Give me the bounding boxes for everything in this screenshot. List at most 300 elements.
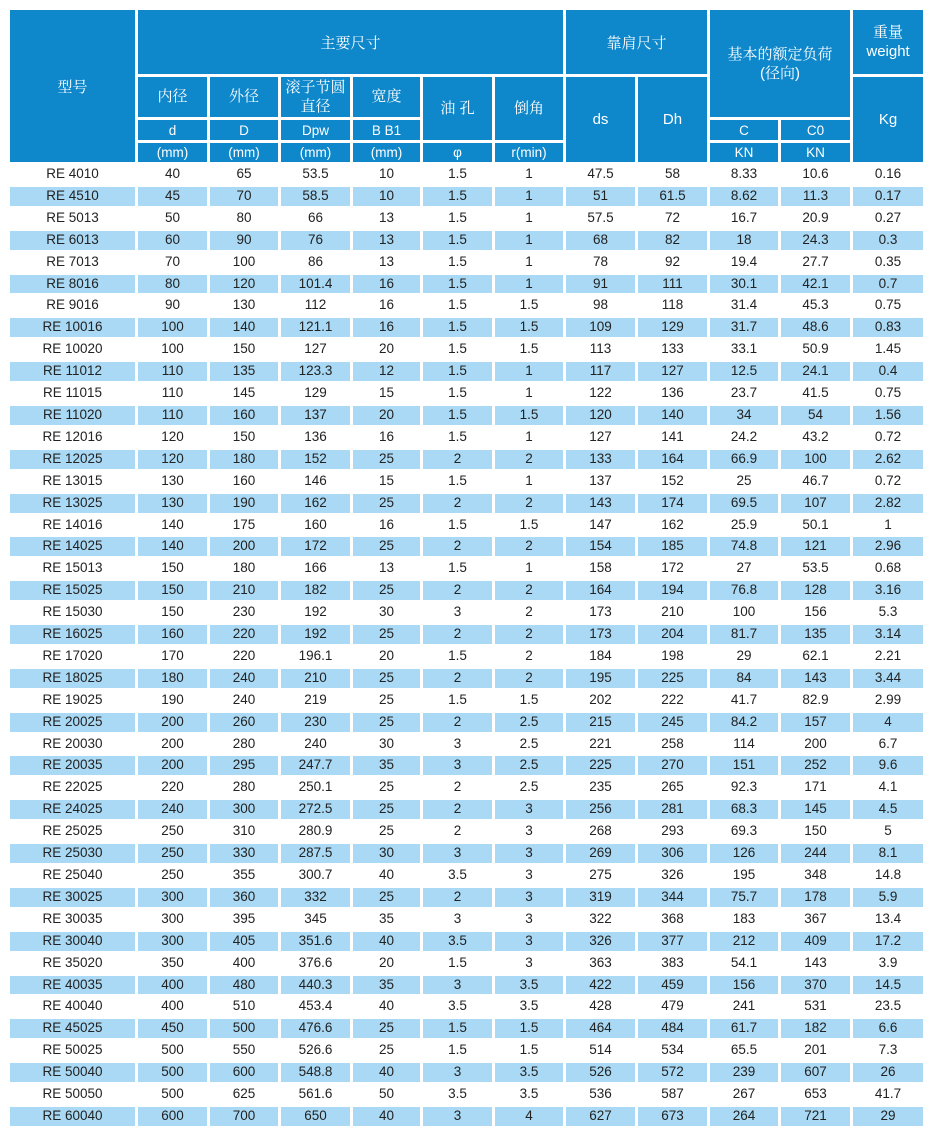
value-cell: 133 xyxy=(637,339,709,361)
value-cell: 43.2 xyxy=(780,426,852,448)
col-header-C0: C0 xyxy=(780,119,852,142)
value-cell: 140 xyxy=(209,317,280,339)
value-cell: 152 xyxy=(280,448,352,470)
value-cell: 500 xyxy=(137,1084,209,1106)
value-cell: 17.2 xyxy=(852,930,925,952)
value-cell: 76 xyxy=(280,229,352,251)
value-cell: 300.7 xyxy=(280,865,352,887)
value-cell: 330 xyxy=(209,843,280,865)
table-row xyxy=(9,1105,925,1127)
value-cell: 110 xyxy=(137,383,209,405)
value-cell: 174 xyxy=(637,492,709,514)
model-cell: RE 45025 xyxy=(9,1018,137,1040)
value-cell: 61.7 xyxy=(709,1018,780,1040)
value-cell: 2.62 xyxy=(852,448,925,470)
value-cell: 7.3 xyxy=(852,1040,925,1062)
value-cell: 310 xyxy=(209,821,280,843)
value-cell: 123.3 xyxy=(280,361,352,383)
value-cell: 24.3 xyxy=(780,229,852,251)
value-cell: 3.5 xyxy=(494,1062,565,1084)
value-cell: 3 xyxy=(494,908,565,930)
value-cell: 170 xyxy=(137,645,209,667)
col-header-model: 型号 xyxy=(9,9,137,164)
col-header-D: D xyxy=(209,119,280,142)
value-cell: 184 xyxy=(565,645,637,667)
value-cell: 3 xyxy=(422,755,494,777)
value-cell: 200 xyxy=(137,733,209,755)
model-cell: RE 24025 xyxy=(9,799,137,821)
value-cell: 145 xyxy=(209,383,280,405)
value-cell: 35 xyxy=(352,908,422,930)
model-cell: RE 40035 xyxy=(9,974,137,996)
value-cell: 10 xyxy=(352,185,422,207)
col-header-ds: ds xyxy=(565,76,637,164)
value-cell: 250 xyxy=(137,843,209,865)
value-cell: 23.5 xyxy=(852,996,925,1018)
model-cell: RE 11012 xyxy=(9,361,137,383)
value-cell: 3 xyxy=(494,843,565,865)
value-cell: 241 xyxy=(709,996,780,1018)
value-cell: 120 xyxy=(565,404,637,426)
value-cell: 40 xyxy=(352,930,422,952)
value-cell: 200 xyxy=(780,733,852,755)
model-cell: RE 8016 xyxy=(9,273,137,295)
value-cell: 157 xyxy=(780,711,852,733)
value-cell: 156 xyxy=(780,602,852,624)
value-cell: 268 xyxy=(565,821,637,843)
value-cell: 1 xyxy=(494,251,565,273)
value-cell: 250.1 xyxy=(280,777,352,799)
table-row xyxy=(9,164,925,186)
model-cell: RE 30025 xyxy=(9,886,137,908)
value-cell: 0.17 xyxy=(852,185,925,207)
value-cell: 120 xyxy=(137,448,209,470)
value-cell: 40 xyxy=(352,1105,422,1127)
model-cell: RE 25040 xyxy=(9,865,137,887)
value-cell: 110 xyxy=(137,404,209,426)
value-cell: 548.8 xyxy=(280,1062,352,1084)
value-cell: 58.5 xyxy=(280,185,352,207)
value-cell: 240 xyxy=(280,733,352,755)
value-cell: 118 xyxy=(637,295,709,317)
value-cell: 150 xyxy=(137,602,209,624)
model-cell: RE 17020 xyxy=(9,645,137,667)
value-cell: 295 xyxy=(209,755,280,777)
weight-line2: weight xyxy=(866,43,910,60)
col-header-shoulder-dimensions: 靠肩尺寸 xyxy=(565,9,709,76)
value-cell: 4.5 xyxy=(852,799,925,821)
value-cell: 332 xyxy=(280,886,352,908)
value-cell: 215 xyxy=(565,711,637,733)
value-cell: 0.7 xyxy=(852,273,925,295)
value-cell: 114 xyxy=(709,733,780,755)
value-cell: 100 xyxy=(709,602,780,624)
value-cell: 2 xyxy=(494,580,565,602)
value-cell: 151 xyxy=(709,755,780,777)
table-row xyxy=(9,974,925,996)
model-cell: RE 11015 xyxy=(9,383,137,405)
value-cell: 10 xyxy=(352,164,422,186)
model-cell: RE 20025 xyxy=(9,711,137,733)
value-cell: 2 xyxy=(494,624,565,646)
table-row xyxy=(9,492,925,514)
table-row xyxy=(9,1062,925,1084)
value-cell: 20 xyxy=(352,952,422,974)
value-cell: 2 xyxy=(422,711,494,733)
value-cell: 1.5 xyxy=(422,426,494,448)
value-cell: 269 xyxy=(565,843,637,865)
col-header-kg: Kg xyxy=(852,76,925,164)
value-cell: 25 xyxy=(352,1040,422,1062)
value-cell: 136 xyxy=(280,426,352,448)
value-cell: 143 xyxy=(780,952,852,974)
value-cell: 100 xyxy=(137,339,209,361)
value-cell: 160 xyxy=(209,470,280,492)
value-cell: 250 xyxy=(137,865,209,887)
value-cell: 100 xyxy=(780,448,852,470)
value-cell: 260 xyxy=(209,711,280,733)
value-cell: 143 xyxy=(565,492,637,514)
value-cell: 137 xyxy=(280,404,352,426)
value-cell: 220 xyxy=(209,645,280,667)
table-header xyxy=(9,9,925,164)
value-cell: 1.5 xyxy=(494,339,565,361)
value-cell: 9.6 xyxy=(852,755,925,777)
table-row xyxy=(9,383,925,405)
value-cell: 14.5 xyxy=(852,974,925,996)
value-cell: 25 xyxy=(352,689,422,711)
model-cell: RE 6013 xyxy=(9,229,137,251)
value-cell: 1.5 xyxy=(494,404,565,426)
value-cell: 145 xyxy=(780,799,852,821)
value-cell: 1.5 xyxy=(422,207,494,229)
model-cell: RE 9016 xyxy=(9,295,137,317)
value-cell: 200 xyxy=(137,755,209,777)
value-cell: 25 xyxy=(352,492,422,514)
value-cell: 162 xyxy=(637,514,709,536)
value-cell: 31.4 xyxy=(709,295,780,317)
model-cell: RE 4510 xyxy=(9,185,137,207)
value-cell: 1.5 xyxy=(422,185,494,207)
pitch-diameter-line1: 滚子节圆 xyxy=(285,79,346,96)
value-cell: 150 xyxy=(209,339,280,361)
value-cell: 258 xyxy=(637,733,709,755)
value-cell: 3.44 xyxy=(852,667,925,689)
value-cell: 192 xyxy=(280,624,352,646)
value-cell: 6.6 xyxy=(852,1018,925,1040)
value-cell: 3.9 xyxy=(852,952,925,974)
value-cell: 377 xyxy=(637,930,709,952)
value-cell: 80 xyxy=(137,273,209,295)
value-cell: 100 xyxy=(209,251,280,273)
model-cell: RE 10020 xyxy=(9,339,137,361)
table-row xyxy=(9,229,925,251)
value-cell: 1.5 xyxy=(422,361,494,383)
value-cell: 196.1 xyxy=(280,645,352,667)
value-cell: 68 xyxy=(565,229,637,251)
model-cell: RE 4010 xyxy=(9,164,137,186)
value-cell: 1.5 xyxy=(422,558,494,580)
value-cell: 245 xyxy=(637,711,709,733)
value-cell: 1 xyxy=(494,229,565,251)
table-row xyxy=(9,908,925,930)
value-cell: 319 xyxy=(565,886,637,908)
value-cell: 91 xyxy=(565,273,637,295)
value-cell: 3 xyxy=(494,886,565,908)
value-cell: 536 xyxy=(565,1084,637,1106)
col-header-Dh: Dh xyxy=(637,76,709,164)
value-cell: 190 xyxy=(137,689,209,711)
value-cell: 300 xyxy=(209,799,280,821)
value-cell: 0.4 xyxy=(852,361,925,383)
value-cell: 405 xyxy=(209,930,280,952)
table-row xyxy=(9,273,925,295)
value-cell: 25 xyxy=(709,470,780,492)
value-cell: 111 xyxy=(637,273,709,295)
unit-mm-B: (mm) xyxy=(352,142,422,164)
value-cell: 40 xyxy=(352,865,422,887)
unit-rmin: r(min) xyxy=(494,142,565,164)
value-cell: 2 xyxy=(422,448,494,470)
value-cell: 721 xyxy=(780,1105,852,1127)
table-row xyxy=(9,580,925,602)
value-cell: 54 xyxy=(780,404,852,426)
value-cell: 69.5 xyxy=(709,492,780,514)
value-cell: 194 xyxy=(637,580,709,602)
value-cell: 3 xyxy=(422,843,494,865)
value-cell: 50.1 xyxy=(780,514,852,536)
value-cell: 62.1 xyxy=(780,645,852,667)
value-cell: 143 xyxy=(780,667,852,689)
value-cell: 300 xyxy=(137,908,209,930)
value-cell: 240 xyxy=(209,667,280,689)
value-cell: 1.5 xyxy=(422,164,494,186)
value-cell: 13 xyxy=(352,229,422,251)
value-cell: 121 xyxy=(780,536,852,558)
value-cell: 40 xyxy=(352,996,422,1018)
value-cell: 322 xyxy=(565,908,637,930)
value-cell: 66 xyxy=(280,207,352,229)
value-cell: 31.7 xyxy=(709,317,780,339)
value-cell: 3.5 xyxy=(422,930,494,952)
value-cell: 29 xyxy=(709,645,780,667)
value-cell: 3 xyxy=(494,930,565,952)
value-cell: 160 xyxy=(137,624,209,646)
value-cell: 550 xyxy=(209,1040,280,1062)
table-row xyxy=(9,624,925,646)
value-cell: 0.75 xyxy=(852,383,925,405)
value-cell: 12.5 xyxy=(709,361,780,383)
value-cell: 24.2 xyxy=(709,426,780,448)
value-cell: 2 xyxy=(494,645,565,667)
value-cell: 1.5 xyxy=(494,689,565,711)
value-cell: 11.3 xyxy=(780,185,852,207)
value-cell: 370 xyxy=(780,974,852,996)
value-cell: 3 xyxy=(494,952,565,974)
value-cell: 172 xyxy=(637,558,709,580)
value-cell: 158 xyxy=(565,558,637,580)
value-cell: 514 xyxy=(565,1040,637,1062)
value-cell: 130 xyxy=(137,492,209,514)
value-cell: 3.16 xyxy=(852,580,925,602)
value-cell: 600 xyxy=(209,1062,280,1084)
model-cell: RE 30040 xyxy=(9,930,137,952)
table-row xyxy=(9,448,925,470)
value-cell: 25 xyxy=(352,667,422,689)
value-cell: 293 xyxy=(637,821,709,843)
value-cell: 25 xyxy=(352,799,422,821)
value-cell: 275 xyxy=(565,865,637,887)
value-cell: 2 xyxy=(422,886,494,908)
value-cell: 1 xyxy=(494,426,565,448)
value-cell: 220 xyxy=(137,777,209,799)
model-cell: RE 14016 xyxy=(9,514,137,536)
model-cell: RE 25030 xyxy=(9,843,137,865)
value-cell: 14.8 xyxy=(852,865,925,887)
value-cell: 1.56 xyxy=(852,404,925,426)
value-cell: 70 xyxy=(137,251,209,273)
value-cell: 3 xyxy=(422,602,494,624)
value-cell: 69.3 xyxy=(709,821,780,843)
value-cell: 54.1 xyxy=(709,952,780,974)
value-cell: 3 xyxy=(422,1062,494,1084)
value-cell: 34 xyxy=(709,404,780,426)
value-cell: 1.45 xyxy=(852,339,925,361)
value-cell: 6.7 xyxy=(852,733,925,755)
value-cell: 30.1 xyxy=(709,273,780,295)
value-cell: 66.9 xyxy=(709,448,780,470)
spec-table-body xyxy=(9,164,925,1128)
value-cell: 46.7 xyxy=(780,470,852,492)
value-cell: 287.5 xyxy=(280,843,352,865)
value-cell: 110 xyxy=(137,361,209,383)
value-cell: 50 xyxy=(352,1084,422,1106)
value-cell: 3 xyxy=(422,974,494,996)
model-cell: RE 20035 xyxy=(9,755,137,777)
value-cell: 1 xyxy=(494,164,565,186)
value-cell: 16 xyxy=(352,295,422,317)
unit-kn-C: KN xyxy=(709,142,780,164)
table-row xyxy=(9,733,925,755)
value-cell: 58 xyxy=(637,164,709,186)
value-cell: 15 xyxy=(352,383,422,405)
table-row xyxy=(9,361,925,383)
value-cell: 129 xyxy=(637,317,709,339)
value-cell: 13 xyxy=(352,558,422,580)
value-cell: 4 xyxy=(852,711,925,733)
value-cell: 1 xyxy=(494,361,565,383)
value-cell: 2.5 xyxy=(494,711,565,733)
value-cell: 160 xyxy=(280,514,352,536)
value-cell: 29 xyxy=(852,1105,925,1127)
model-cell: RE 16025 xyxy=(9,624,137,646)
value-cell: 147 xyxy=(565,514,637,536)
value-cell: 3 xyxy=(494,799,565,821)
value-cell: 1.5 xyxy=(422,251,494,273)
value-cell: 45.3 xyxy=(780,295,852,317)
value-cell: 264 xyxy=(709,1105,780,1127)
table-row xyxy=(9,865,925,887)
value-cell: 2 xyxy=(494,536,565,558)
col-header-d: d xyxy=(137,119,209,142)
value-cell: 1 xyxy=(852,514,925,536)
value-cell: 80 xyxy=(209,207,280,229)
value-cell: 12 xyxy=(352,361,422,383)
value-cell: 16 xyxy=(352,273,422,295)
weight-line1: 重量 xyxy=(873,24,904,41)
value-cell: 72 xyxy=(637,207,709,229)
value-cell: 280 xyxy=(209,733,280,755)
value-cell: 1.5 xyxy=(422,383,494,405)
value-cell: 561.6 xyxy=(280,1084,352,1106)
value-cell: 1.5 xyxy=(422,470,494,492)
value-cell: 2 xyxy=(494,602,565,624)
value-cell: 500 xyxy=(137,1040,209,1062)
value-cell: 700 xyxy=(209,1105,280,1127)
value-cell: 200 xyxy=(209,536,280,558)
value-cell: 326 xyxy=(565,930,637,952)
value-cell: 42.1 xyxy=(780,273,852,295)
value-cell: 201 xyxy=(780,1040,852,1062)
value-cell: 82.9 xyxy=(780,689,852,711)
table-row xyxy=(9,339,925,361)
value-cell: 100 xyxy=(137,317,209,339)
value-cell: 476.6 xyxy=(280,1018,352,1040)
value-cell: 2 xyxy=(494,492,565,514)
unit-mm-D: (mm) xyxy=(209,142,280,164)
value-cell: 182 xyxy=(280,580,352,602)
value-cell: 1.5 xyxy=(422,273,494,295)
model-cell: RE 12025 xyxy=(9,448,137,470)
table-row xyxy=(9,317,925,339)
value-cell: 300 xyxy=(137,886,209,908)
value-cell: 368 xyxy=(637,908,709,930)
value-cell: 166 xyxy=(280,558,352,580)
value-cell: 1.5 xyxy=(422,229,494,251)
value-cell: 0.83 xyxy=(852,317,925,339)
value-cell: 25 xyxy=(352,821,422,843)
value-cell: 121.1 xyxy=(280,317,352,339)
value-cell: 4.1 xyxy=(852,777,925,799)
value-cell: 3 xyxy=(422,1105,494,1127)
value-cell: 140 xyxy=(137,514,209,536)
value-cell: 1.5 xyxy=(422,514,494,536)
value-cell: 363 xyxy=(565,952,637,974)
value-cell: 240 xyxy=(209,689,280,711)
value-cell: 2.5 xyxy=(494,777,565,799)
value-cell: 5.3 xyxy=(852,602,925,624)
value-cell: 1.5 xyxy=(422,295,494,317)
value-cell: 225 xyxy=(565,755,637,777)
value-cell: 534 xyxy=(637,1040,709,1062)
value-cell: 164 xyxy=(565,580,637,602)
value-cell: 41.7 xyxy=(709,689,780,711)
value-cell: 1 xyxy=(494,207,565,229)
value-cell: 20 xyxy=(352,645,422,667)
table-row xyxy=(9,777,925,799)
value-cell: 107 xyxy=(780,492,852,514)
value-cell: 70 xyxy=(209,185,280,207)
unit-kn-C0: KN xyxy=(780,142,852,164)
value-cell: 127 xyxy=(565,426,637,448)
value-cell: 3 xyxy=(422,908,494,930)
table-row xyxy=(9,295,925,317)
value-cell: 126 xyxy=(709,843,780,865)
value-cell: 3.5 xyxy=(422,996,494,1018)
value-cell: 8.62 xyxy=(709,185,780,207)
value-cell: 1 xyxy=(494,558,565,580)
value-cell: 252 xyxy=(780,755,852,777)
